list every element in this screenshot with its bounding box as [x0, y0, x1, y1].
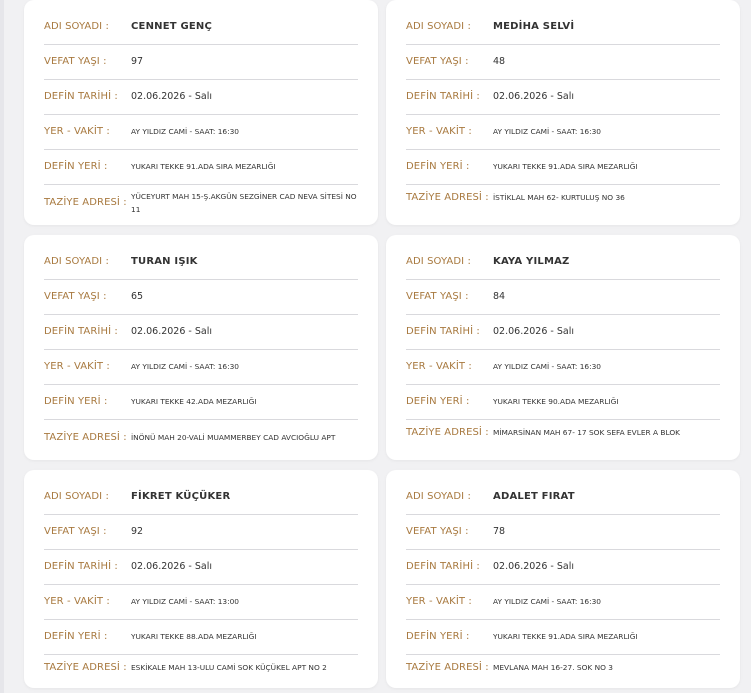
age-value: 84 — [493, 291, 506, 302]
age-row — [44, 44, 358, 80]
condolence-address-value: MEVLANA MAH 16-27. SOK NO 3 — [493, 663, 613, 672]
age-value: 78 — [493, 526, 506, 537]
place-time-value: AY YILDIZ CAMİ - SAAT: 16:30 — [493, 597, 601, 606]
condolence-address-label: TAZİYE ADRESİ : — [406, 192, 489, 203]
burial-date-row — [406, 549, 720, 585]
condolence-address-row — [406, 650, 720, 685]
burial-place-label: DEFİN YERİ : — [44, 396, 108, 407]
burial-date-label: DEFİN TARİHİ : — [44, 561, 118, 572]
burial-date-label: DEFİN TARİHİ : — [406, 91, 480, 102]
condolence-address-row — [44, 420, 358, 455]
burial-date-value: 02.06.2026 - Salı — [493, 91, 574, 102]
place-time-value: AY YILDIZ CAMİ - SAAT: 16:30 — [131, 127, 239, 136]
name-row — [406, 479, 720, 515]
condolence-address-row — [406, 415, 720, 450]
condolence-address-value: ESKİKALE MAH 13-ULU CAMİ SOK KÜÇÜKEL APT NO 2 — [131, 663, 327, 672]
place-time-value: AY YILDIZ CAMİ - SAAT: 16:30 — [131, 362, 239, 371]
place-time-label: YER - VAKİT : — [406, 596, 472, 607]
place-time-row — [44, 114, 358, 150]
name-label: ADI SOYADI : — [44, 256, 109, 267]
burial-place-value: YUKARI TEKKE 90.ADA MEZARLIĞI — [493, 397, 619, 406]
place-time-value: AY YILDIZ CAMİ - SAAT: 13:00 — [131, 597, 239, 606]
burial-date-row — [44, 79, 358, 115]
burial-place-row — [44, 149, 358, 185]
obituary-card — [24, 470, 378, 688]
place-time-row — [406, 114, 720, 150]
age-label: VEFAT YAŞI : — [44, 56, 107, 67]
burial-date-row — [406, 314, 720, 350]
age-value: 97 — [131, 56, 144, 67]
condolence-address-value: MİMARSİNAN MAH 67- 17 SOK SEFA EVLER A BLOK — [493, 428, 681, 437]
age-label: VEFAT YAŞI : — [44, 526, 107, 537]
age-label: VEFAT YAŞI : — [406, 56, 469, 67]
burial-date-label: DEFİN TARİHİ : — [406, 326, 480, 337]
burial-place-value: YUKARI TEKKE 42.ADA MEZARLIĞI — [131, 397, 257, 406]
place-time-label: YER - VAKİT : — [406, 126, 472, 137]
burial-date-value: 02.06.2026 - Salı — [493, 561, 574, 572]
place-time-row — [44, 584, 358, 620]
condolence-address-value: YÜCEYURT MAH 15-Ş.AKGÜN SEZGİNER CAD NEVA SİTESİ NO 11 — [131, 191, 357, 214]
left-edge — [0, 0, 4, 693]
name-row — [406, 244, 720, 280]
age-row — [406, 514, 720, 550]
age-label: VEFAT YAŞI : — [406, 291, 469, 302]
obituary-card — [386, 0, 740, 225]
age-label: VEFAT YAŞI : — [44, 291, 107, 302]
condolence-address-label: TAZİYE ADRESİ : — [406, 662, 489, 673]
condolence-address-label: TAZİYE ADRESİ : — [406, 427, 489, 438]
age-row — [44, 279, 358, 315]
burial-place-label: DEFİN YERİ : — [406, 161, 470, 172]
burial-date-row — [406, 79, 720, 115]
place-time-label: YER - VAKİT : — [44, 361, 110, 372]
burial-date-value: 02.06.2026 - Salı — [131, 326, 212, 337]
burial-place-label: DEFİN YERİ : — [44, 161, 108, 172]
condolence-address-label: TAZİYE ADRESİ : — [44, 432, 127, 443]
name-label: ADI SOYADI : — [406, 491, 471, 502]
burial-place-value: YUKARI TEKKE 88.ADA MEZARLIĞI — [131, 632, 257, 641]
place-time-row — [406, 584, 720, 620]
place-time-label: YER - VAKİT : — [406, 361, 472, 372]
name-row — [406, 9, 720, 45]
name-value: KAYA YILMAZ — [493, 256, 570, 267]
burial-place-label: DEFİN YERİ : — [406, 396, 470, 407]
name-label: ADI SOYADI : — [44, 491, 109, 502]
burial-date-label: DEFİN TARİHİ : — [406, 561, 480, 572]
name-row — [44, 244, 358, 280]
condolence-address-label: TAZİYE ADRESİ : — [44, 662, 127, 673]
name-row — [44, 9, 358, 45]
burial-date-row — [44, 549, 358, 585]
burial-place-value: YUKARI TEKKE 91.ADA SIRA MEZARLIĞI — [131, 162, 276, 171]
age-value: 92 — [131, 526, 144, 537]
place-time-value: AY YILDIZ CAMİ - SAAT: 16:30 — [493, 362, 601, 371]
burial-place-value: YUKARI TEKKE 91.ADA SIRA MEZARLIĞI — [493, 632, 638, 641]
name-label: ADI SOYADI : — [44, 21, 109, 32]
place-time-label: YER - VAKİT : — [44, 596, 110, 607]
burial-place-label: DEFİN YERİ : — [44, 631, 108, 642]
obituary-card — [386, 470, 740, 688]
name-value: ADALET FIRAT — [493, 491, 575, 502]
condolence-address-row — [44, 650, 358, 685]
age-value: 65 — [131, 291, 144, 302]
condolence-address-value: İSTİKLAL MAH 62- KURTULUŞ NO 36 — [493, 193, 625, 202]
burial-date-row — [44, 314, 358, 350]
place-time-value: AY YILDIZ CAMİ - SAAT: 16:30 — [493, 127, 601, 136]
name-value: MEDİHA SELVİ — [493, 21, 575, 32]
age-row — [406, 279, 720, 315]
condolence-address-row — [406, 180, 720, 215]
burial-date-value: 02.06.2026 - Salı — [493, 326, 574, 337]
condolence-address-row — [44, 185, 358, 220]
burial-place-label: DEFİN YERİ : — [406, 631, 470, 642]
name-row — [44, 479, 358, 515]
burial-place-value: YUKARI TEKKE 91.ADA SIRA MEZARLIĞI — [493, 162, 638, 171]
age-row — [44, 514, 358, 550]
obituary-card — [386, 235, 740, 460]
burial-date-label: DEFİN TARİHİ : — [44, 326, 118, 337]
place-time-row — [406, 349, 720, 385]
age-row — [406, 44, 720, 80]
condolence-address-label: TAZİYE ADRESİ : — [44, 197, 127, 208]
obituary-card — [24, 235, 378, 460]
age-value: 48 — [493, 56, 506, 67]
name-value: TURAN IŞIK — [131, 256, 198, 267]
name-label: ADI SOYADI : — [406, 256, 471, 267]
burial-date-label: DEFİN TARİHİ : — [44, 91, 118, 102]
place-time-row — [44, 349, 358, 385]
condolence-address-value: İNÖNÜ MAH 20-VALİ MUAMMERBEY CAD AVCIOĞLU APT — [131, 433, 336, 442]
obituary-card — [24, 0, 378, 225]
age-label: VEFAT YAŞI : — [406, 526, 469, 537]
burial-date-value: 02.06.2026 - Salı — [131, 561, 212, 572]
place-time-label: YER - VAKİT : — [44, 126, 110, 137]
name-value: FİKRET KÜÇÜKER — [131, 491, 231, 502]
name-label: ADI SOYADI : — [406, 21, 471, 32]
burial-place-row — [44, 384, 358, 420]
name-value: CENNET GENÇ — [131, 21, 212, 32]
burial-date-value: 02.06.2026 - Salı — [131, 91, 212, 102]
